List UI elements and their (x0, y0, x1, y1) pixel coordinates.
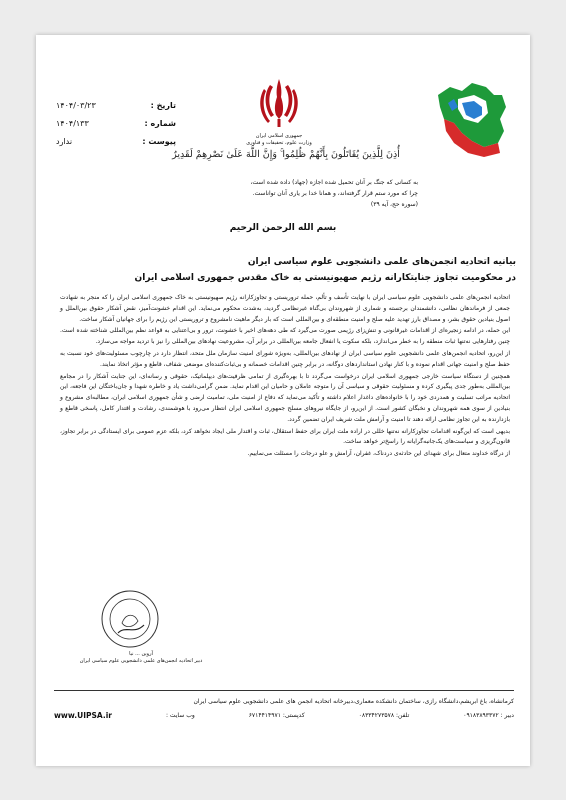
footer-website-label: وب سایت : (165, 712, 195, 719)
date-label: تاریخ : (150, 101, 176, 110)
attachment-label: پیوست : (142, 137, 176, 146)
footer-phone: تلفن: ۰۸۳۳۴۲۷۳۵۷۸ (358, 712, 410, 719)
ministry-line-2: وزارت علوم، تحقیقات و فناوری (246, 140, 312, 146)
date-row (56, 97, 176, 115)
footer-secretary-phone: دبیر : ۰۹۱۸۳۸۹۳۳۷۲ (463, 712, 514, 719)
signer-name: آروین ... نیا (129, 651, 153, 657)
iran-emblem-icon (256, 75, 302, 131)
body-paragraph: اتحادیه انجمن‌های علمی دانشجویی علوم سیاسی ایران با نهایت تأسف و تألم، حمله تروریستی و تجاوزکارانه رژیم صهیونیستی به خاک جمهوری اسلامی ایران را که منجر به شهادت جمعی از فرماندهان نظامی، دانشمندان برجسته و شماری از شهروندان بی‌گناه غیرنظامی گردید، به‌شدت محکوم می‌نماید. این اقدام خشونت‌آمیز، نقض آشکار حقوق بین‌الملل و اصول بنیادین حقوق بشر، و مصداق بارز تهدید علیه صلح و امنیت منطقه‌ای و بین‌المللی است که بار دیگر ماهیت نامشروع و تروریستی این رژیم را برای جهانیان آشکار ساخت. (60, 294, 510, 323)
attachment-value: ندارد (56, 137, 73, 146)
ministry-line-1: جمهوری اسلامی ایران (255, 133, 303, 139)
letter-page (36, 35, 530, 766)
verse-translation-line-1: به کسانی که جنگ بر آنان تحمیل شده اجازه (جهاد) داده شده است، (250, 179, 418, 186)
date-value: ۱۴۰۴/۰۳/۲۳ (56, 101, 96, 110)
verse-translation-line-2: چرا که مورد ستم قرار گرفته‌اند، و همانا خدا بر یاری آنان تواناست. (252, 190, 418, 197)
body-paragraph: از این‌رو، اتحادیه انجمن‌های علمی دانشجویی علوم سیاسی ایران از نهادهای بین‌المللی، به‌ویژه شورای امنیت سازمان ملل متحد، انتظار دارد در چارچوب مسئولیت‌های خود نسبت به حفظ صلح و امنیت جهانی اقدام نموده و با کنار نهادن استانداردهای دوگانه، در برابر چنین اقدامات خصمانه و بی‌ثبات‌کننده‌ای موضعی شفاف، قاطع و مؤثر اتخاذ نمایند. (60, 349, 510, 368)
number-row (56, 115, 176, 133)
quran-verse: أُذِنَ لِلَّذِينَ يُقَاتَلُونَ بِأَنَّهُمْ ظُلِمُوا ۚ وَإِنَّ اللَّهَ عَلَىٰ نَصْرِهِمْ لَقَدِيرٌ (172, 149, 400, 160)
statement-title-line-2: در محکومیت تجاوز جنایتکارانه رژیم صهیونیستی به خاک مقدس جمهوری اسلامی ایران (134, 273, 516, 283)
body-paragraph: این حمله، در ادامه زنجیره‌ای از اقدامات غیرقانونی و تنش‌زای رژیمی صورت می‌گیرد که طی دهه‌های اخیر با خشونت، ترور و بی‌اعتنایی به قواعد نظم بین‌المللی شناخته شده است. چنین رفتارهایی نه‌تنها ثبات منطقه را به خطر می‌اندازد، بلکه سکوت یا انفعال جامعه بین‌المللی در برابر آن، مشروعیت نهادهای بین‌المللی را نیز با تردید مواجه می‌سازد. (60, 327, 510, 346)
body-paragraph: همچنین از دستگاه سیاست خارجی جمهوری اسلامی ایران درخواست می‌گردد تا با بهره‌گیری از تمامی ظرفیت‌های دیپلماتیک، حقوقی و رسانه‌ای، این جنایت آشکار را در مجامع بین‌المللی به‌طور جدی پیگیری کرده و مسئولیت حقوقی و سیاسی آن را متوجه عاملان و حامیان این اقدام نماید. ضمن گرامی‌داشت یاد و خاطره شهدا و جان‌باختگان این فاجعه، این اتحادیه مراتب تسلیت و همدردی خود را با خانواده‌های داغدار اعلام داشته و تأکید می‌نماید که دفاع از امنیت ملی، تمامیت ارضی و شأن جمهوری اسلامی ایران، مطالبه‌ای مشروع و بنیادین از سوی همه شهروندان و نخبگان کشور است. از این‌رو، از جایگاه نیروهای مسلح جمهوری اسلامی ایران انتظار می‌رود با هوشمندی، رشادت و اقتدار کامل، پاسخی قاطع و بازدارنده به این تجاوز نظامی ارائه دهند تا امنیت و آرامش ملت شریف ایران تضمین گردد. (60, 372, 510, 423)
number-label: شماره : (144, 119, 176, 128)
footer-contacts (54, 709, 514, 723)
ministry-caption (226, 133, 332, 147)
number-value: ۱۴۰۴/۱۳۳ (56, 119, 89, 128)
statement-title-line-1: بیانیه اتحادیه انجمن‌های علمی دانشجویی علوم سیاسی ایران (247, 257, 516, 267)
verse-reference: (سوره حج، آیه ۳۹) (370, 201, 418, 208)
body-paragraph: از درگاه خداوند متعال برای شهدای این حادثه‌ی دردناک، غفران، آرامش و علو درجات را مسئلت می‌نماییم. (247, 450, 510, 458)
letter-footer (54, 695, 514, 723)
footer-postal-code: کدپستی: ۶۷۱۴۴۱۴۹۷۱ (248, 712, 305, 719)
footer-address: کرمانشاه، باغ ابریشم،دانشگاه رازی، ساختمان دانشکده معماری،دبیرخانه اتحادیه انجمن های علمی دانشجویی علوم سیاسی ایران (193, 698, 514, 705)
letter-meta (56, 97, 176, 151)
statement-title (86, 254, 516, 286)
signature-block (76, 651, 206, 665)
body-paragraph: بدیهی است که این‌گونه اقدامات تجاوزکارانه نه‌تنها خللی در اراده ملت ایران برای حفظ استقلال، ثبات و اقتدار ملی ایجاد نخواهد کرد، بلکه عزم عمومی برای ایستادگی در برابر تجاوز، قانون‌گریزی و سیاست‌های یک‌جانبه‌گرایانه را راسخ‌تر خواهد ساخت. (60, 427, 510, 446)
footer-website[interactable]: www.UIPSA.ir (54, 711, 112, 720)
iran-map-logo-icon (428, 73, 514, 163)
basmala: بسم الله الرحمن الرحیم (229, 223, 337, 233)
footer-divider (54, 690, 514, 691)
signer-role: دبیر اتحادیه انجمن‌های علمی دانشجویی علوم سیاسی ایران (79, 658, 203, 664)
verse-translation (166, 177, 418, 210)
statement-body (60, 293, 510, 461)
official-stamp-icon (100, 589, 160, 649)
